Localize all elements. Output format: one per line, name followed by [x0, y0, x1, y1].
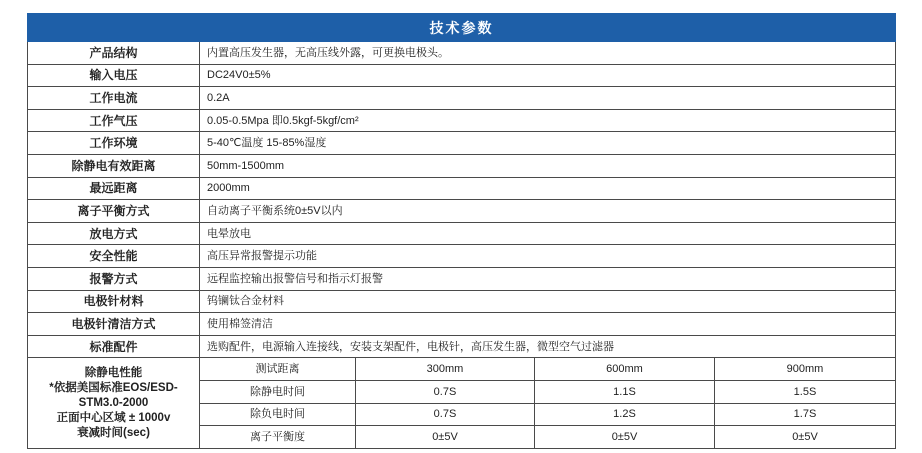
title-row [28, 14, 896, 42]
spec-row [28, 313, 896, 336]
spec-row [28, 177, 896, 200]
performance-cell: 0±5V [535, 426, 715, 449]
spec-label: 安全性能 [28, 245, 200, 268]
performance-cell: 0.7S [356, 403, 535, 426]
spec-value: DC24V0±5% [200, 64, 896, 87]
spec-row [28, 64, 896, 87]
spec-value: 选购配件，电源输入连接线，安装支架配件，电极针，高压发生器，微型空气过滤器 [200, 335, 896, 358]
spec-label: 除静电有效距离 [28, 154, 200, 177]
performance-header-cell: 900mm [715, 358, 896, 381]
performance-cell: 1.7S [715, 403, 896, 426]
performance-cell: 除负电时间 [200, 403, 356, 426]
spec-label: 报警方式 [28, 267, 200, 290]
spec-label: 输入电压 [28, 64, 200, 87]
spec-label: 最远距离 [28, 177, 200, 200]
spec-label: 工作环境 [28, 132, 200, 155]
spec-label: 电极针清洁方式 [28, 313, 200, 336]
spec-value: 自动离子平衡系统0±5V以内 [200, 200, 896, 223]
performance-label-line: *依据美国标准EOS/ESD- [49, 381, 178, 394]
performance-cell: 离子平衡度 [200, 426, 356, 449]
spec-row [28, 222, 896, 245]
spec-value: 使用棉签清洁 [200, 313, 896, 336]
performance-header-cell: 600mm [535, 358, 715, 381]
performance-header-cell: 测试距离 [200, 358, 356, 381]
spec-value: 2000mm [200, 177, 896, 200]
spec-row [28, 290, 896, 313]
spec-label: 电极针材料 [28, 290, 200, 313]
performance-header-cell: 300mm [356, 358, 535, 381]
performance-cell: 除静电时间 [200, 380, 356, 403]
spec-value: 远程监控输出报警信号和指示灯报警 [200, 267, 896, 290]
performance-cell: 0±5V [356, 426, 535, 449]
spec-value: 0.2A [200, 87, 896, 110]
performance-label-line: 衰减时间(sec) [77, 426, 150, 439]
spec-table [27, 13, 896, 449]
spec-value: 高压异常报警提示功能 [200, 245, 896, 268]
spec-value: 内置高压发生器，无高压线外露，可更换电极头。 [200, 42, 896, 65]
performance-cell: 1.2S [535, 403, 715, 426]
performance-label-line: STM3.0-2000 [78, 396, 149, 409]
spec-row [28, 267, 896, 290]
performance-header-row [28, 358, 896, 381]
spec-row [28, 335, 896, 358]
performance-cell: 0.7S [356, 380, 535, 403]
spec-row [28, 87, 896, 110]
spec-row [28, 42, 896, 65]
spec-label: 离子平衡方式 [28, 200, 200, 223]
performance-label-line: 正面中心区域 ± 1000v [56, 411, 171, 424]
spec-value: 5-40℃温度 15-85%湿度 [200, 132, 896, 155]
spec-table-container [27, 13, 895, 449]
spec-row [28, 200, 896, 223]
spec-row [28, 154, 896, 177]
spec-value: 0.05-0.5Mpa 即0.5kgf-5kgf/cm² [200, 109, 896, 132]
spec-label: 工作气压 [28, 109, 200, 132]
performance-cell: 1.1S [535, 380, 715, 403]
spec-label: 标准配件 [28, 335, 200, 358]
spec-row [28, 245, 896, 268]
performance-cell: 0±5V [715, 426, 896, 449]
spec-row [28, 132, 896, 155]
spec-value: 电晕放电 [200, 222, 896, 245]
spec-value: 50mm-1500mm [200, 154, 896, 177]
spec-value: 钨镧钛合金材料 [200, 290, 896, 313]
spec-label: 产品结构 [28, 42, 200, 65]
performance-label [28, 358, 200, 448]
table-title: 技术参数 [28, 14, 896, 42]
performance-cell: 1.5S [715, 380, 896, 403]
spec-label: 放电方式 [28, 222, 200, 245]
performance-label-line: 除静电性能 [84, 366, 143, 379]
spec-row [28, 109, 896, 132]
spec-label: 工作电流 [28, 87, 200, 110]
